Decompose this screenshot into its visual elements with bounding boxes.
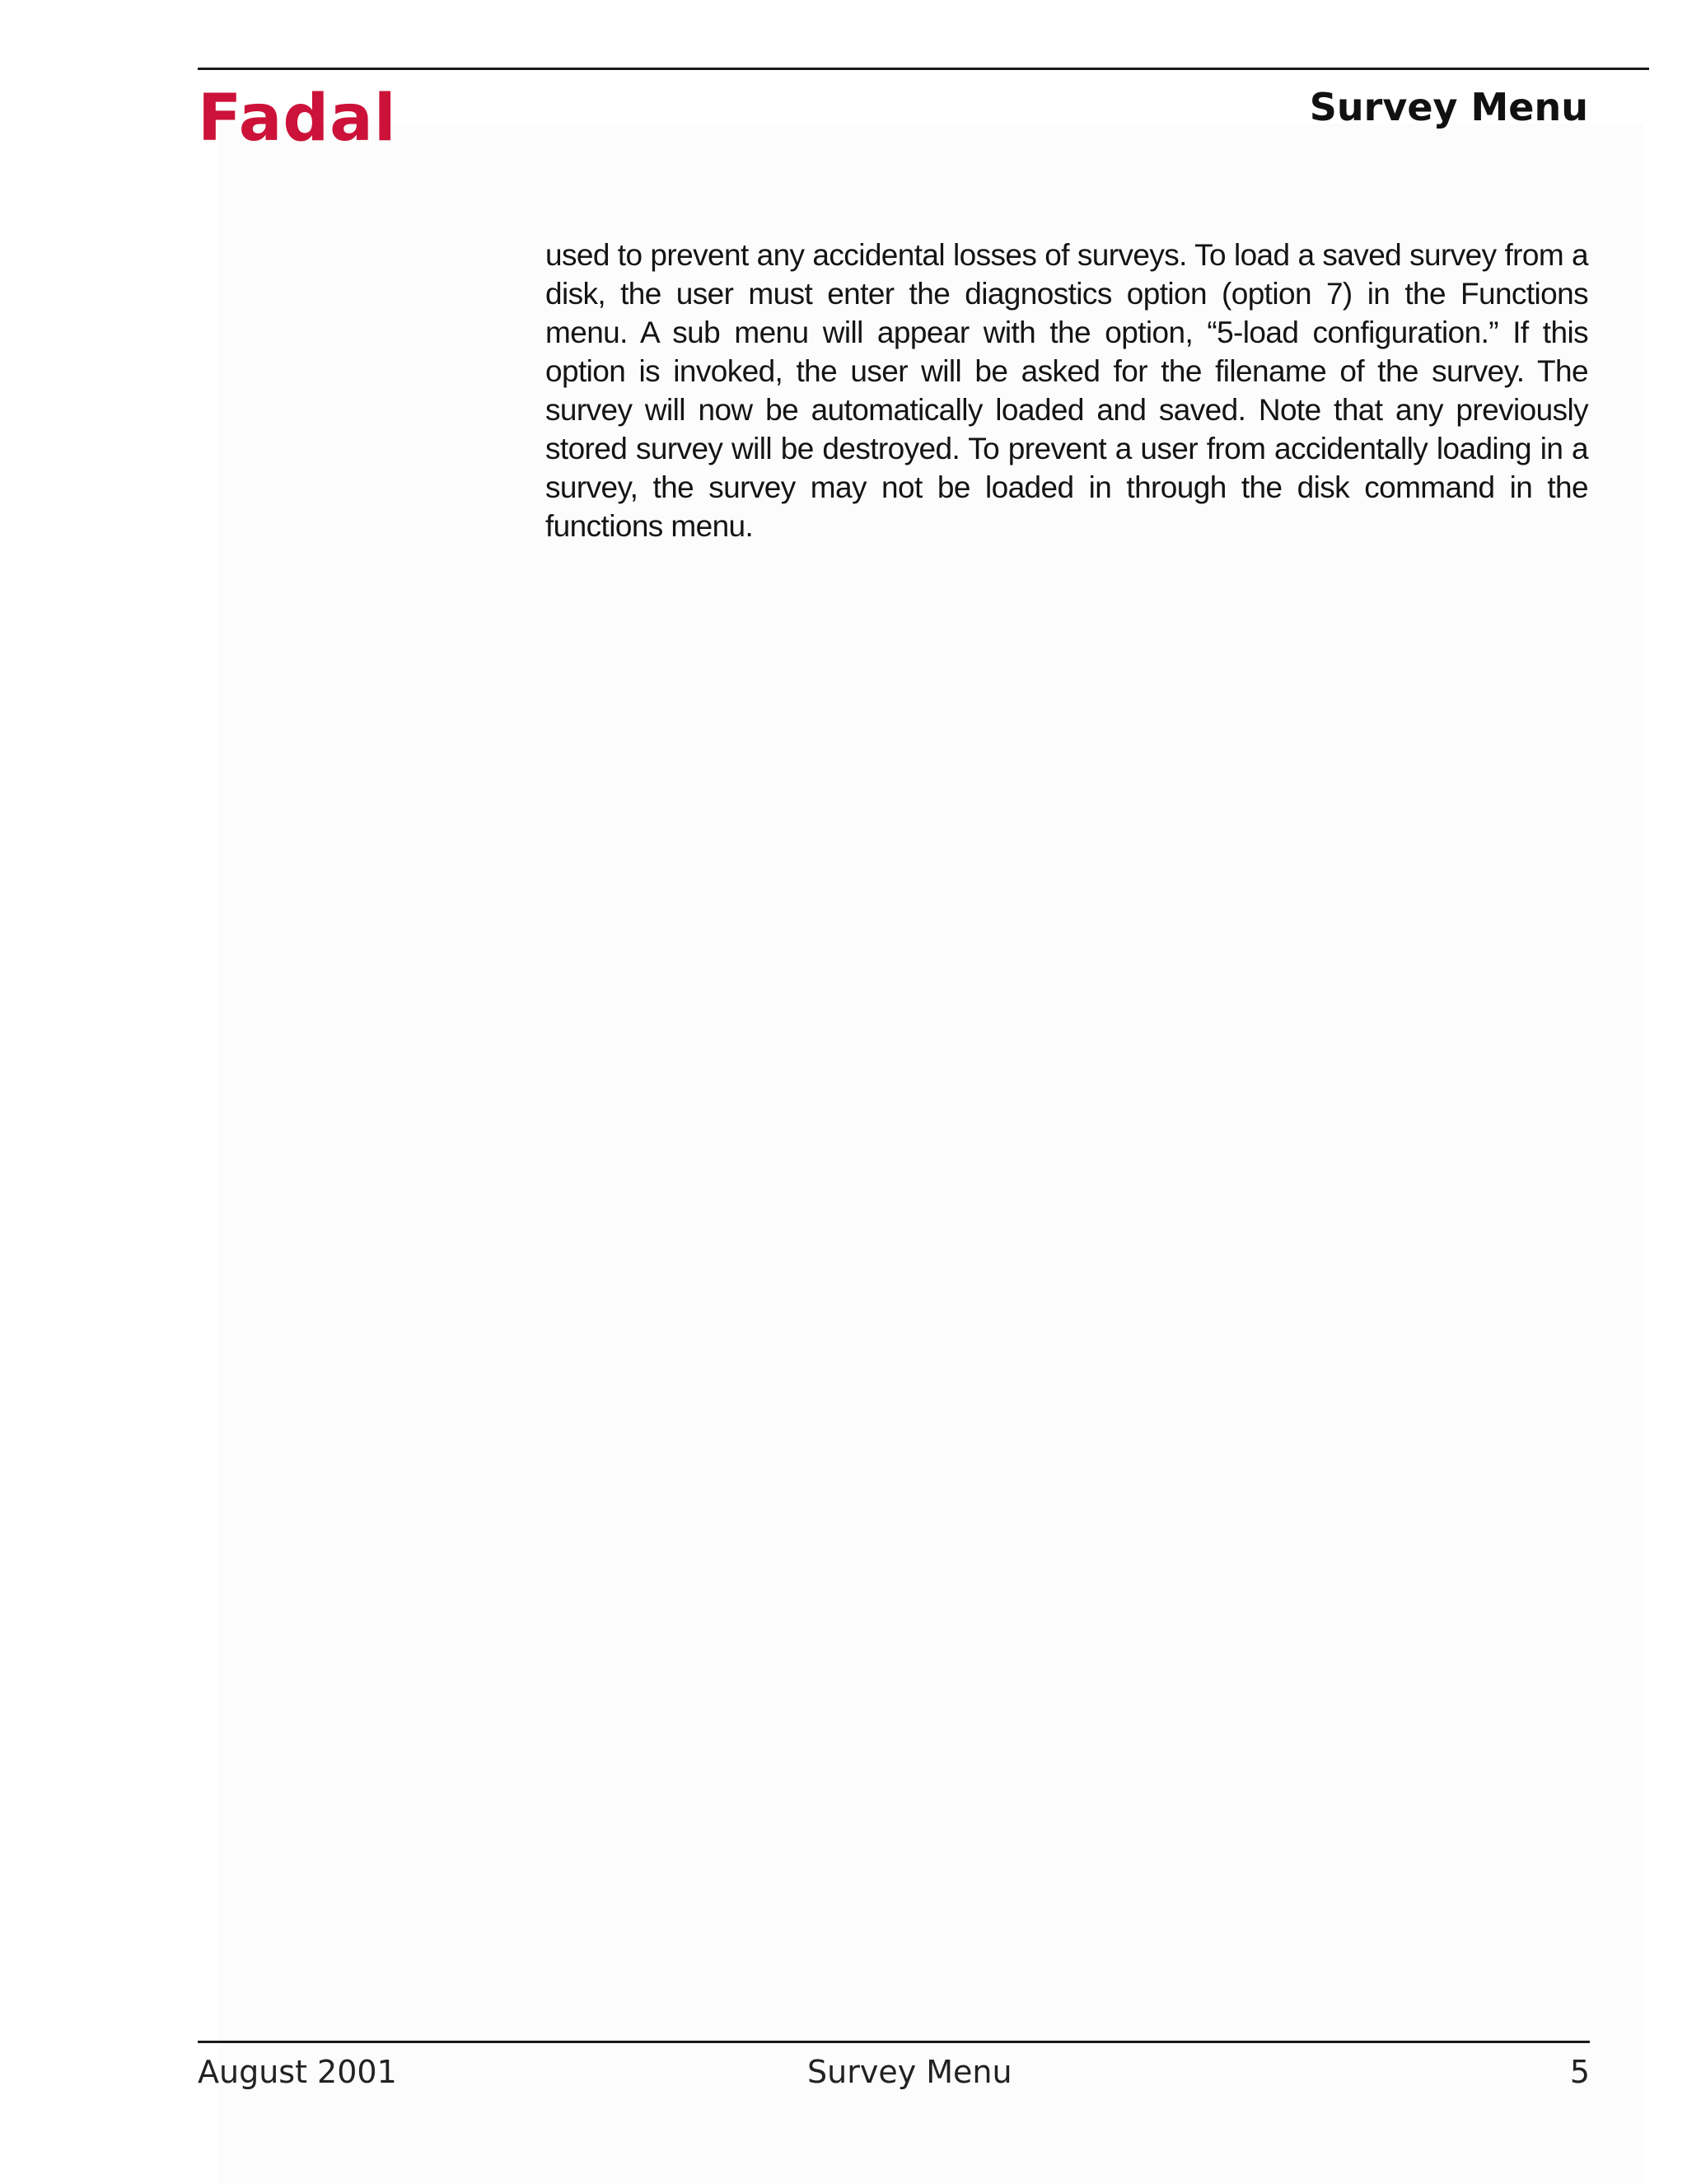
fadal-logo: Fadal <box>198 82 397 156</box>
page-header-title: Survey Menu <box>1309 85 1588 129</box>
footer-rule <box>198 2041 1590 2043</box>
header-rule <box>198 68 1649 70</box>
footer-page-number: 5 <box>1569 2054 1590 2090</box>
footer-section-title: Survey Menu <box>807 2054 1012 2090</box>
body-paragraph: used to prevent any accidental losses of surveys. To load a saved survey from a disk, the user must enter the diagnostics option (option 7) in the Functions menu. A sub menu will appear with the option, “5-load configuration.” If this option is invoked, the user will be asked for the filename of the survey. The survey will now be automatically loaded and saved. Note that any previously stored survey will be destroyed. To prevent a user from accidentally loading in a survey, the survey may not be loaded in through the disk command in the functions menu. <box>545 238 1588 543</box>
footer-date: August 2001 <box>198 2054 397 2090</box>
